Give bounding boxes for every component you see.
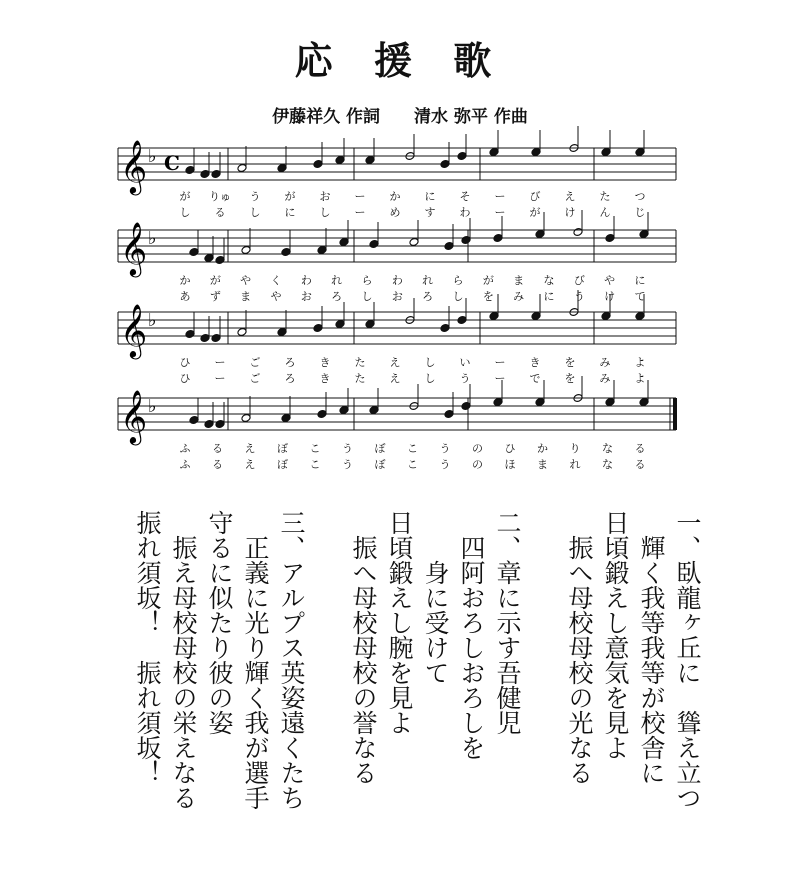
lyric-syllable: り <box>569 442 581 455</box>
key-flat: ♭ <box>148 396 157 417</box>
lyric-syllable: ず <box>209 290 221 303</box>
lyric-syllable: や <box>270 290 282 303</box>
lyric-syllable: ま <box>240 290 252 303</box>
lyric-syllable: う <box>573 290 585 303</box>
lyric-syllable: が <box>209 274 221 287</box>
lyric-syllable: え <box>564 190 576 203</box>
lyric-syllable: け <box>604 290 616 303</box>
lyric-syllable: を <box>564 372 576 385</box>
lyric-syllable: こ <box>309 458 321 471</box>
lyric-syllable: の <box>472 458 483 471</box>
lyric-syllable: き <box>529 356 541 369</box>
lyric-syllable: し <box>249 206 261 219</box>
lyric-syllable: が <box>529 206 541 219</box>
lyric-syllable: ぼ <box>277 442 288 455</box>
lyric-syllable: う <box>342 442 353 455</box>
lyric-syllable: れ <box>331 274 343 287</box>
lyric-syllable: ろ <box>422 290 434 303</box>
lyric-syllable: わ <box>459 206 471 219</box>
lyric-syllable: ー <box>494 356 506 369</box>
lyric-syllable: ご <box>249 372 261 385</box>
lyric-syllable: え <box>244 442 256 455</box>
lyric-syllable: た <box>354 372 366 385</box>
lyric-syllable: ん <box>599 206 611 219</box>
lyric-syllable: い <box>459 356 471 369</box>
lyric-syllable: りゅ <box>209 190 231 203</box>
lyric-syllable: な <box>543 274 555 287</box>
lyric-syllable: う <box>439 458 451 471</box>
lyric-row <box>0 204 800 218</box>
lyric-syllable: ら <box>452 274 464 287</box>
verse-line: 輝く我等我等が校舎に <box>637 510 666 785</box>
lyric-row <box>0 370 800 384</box>
lyric-syllable: つ <box>634 190 646 203</box>
lyric-row <box>0 456 800 470</box>
lyric-syllable: う <box>249 190 261 203</box>
lyric-syllable: き <box>319 372 331 385</box>
lyric-syllable: お <box>300 290 312 303</box>
lyric-syllable: ろ <box>331 290 343 303</box>
verse-line: 二、章に示す吾健児 <box>493 510 522 735</box>
key-flat: ♭ <box>148 146 157 167</box>
lyric-syllable: び <box>573 274 585 287</box>
lyric-syllable: こ <box>407 458 418 471</box>
lyric-syllable: し <box>424 372 436 385</box>
lyric-syllable: み <box>513 290 525 303</box>
lyric-syllable: ろ <box>284 372 296 385</box>
lyric-syllable: ー <box>354 206 366 219</box>
lyric-syllable: が <box>179 190 191 203</box>
lyric-syllable: う <box>459 372 471 385</box>
verse-line: 守るに似たり彼の姿 <box>205 510 234 735</box>
lyric-syllable: か <box>179 274 191 287</box>
lyric-syllable: や <box>240 274 252 287</box>
lyric-syllable: め <box>389 206 401 219</box>
lyric-row <box>0 188 800 202</box>
lyric-syllable: ー <box>214 356 226 369</box>
lyric-syllable: わ <box>300 274 312 287</box>
lyric-syllable: く <box>270 274 282 287</box>
lyric-syllable: そ <box>459 190 471 203</box>
song-title: 応 援 歌 <box>294 38 506 83</box>
verse-line: 三、アルプス英姿遠くたち <box>277 510 306 810</box>
verse-line: 四阿おろしおろしを <box>457 510 486 760</box>
verse-line: 身に受けて <box>421 510 450 685</box>
lyric-row <box>0 440 800 454</box>
lyric-syllable: れ <box>422 274 434 287</box>
lyric-syllable: る <box>634 442 646 455</box>
lyric-syllable: ひ <box>179 372 191 385</box>
key-flat: ♭ <box>148 310 157 331</box>
lyric-syllable: う <box>342 458 353 471</box>
lyric-syllable: ぼ <box>374 442 386 455</box>
lyric-syllable: ま <box>513 274 525 287</box>
lyric-syllable: る <box>214 206 226 219</box>
lyric-syllable: み <box>599 372 611 385</box>
verse-line: 正義に光り輝く我が選手 <box>241 510 270 810</box>
lyric-syllable: お <box>391 290 403 303</box>
lyric-syllable: よ <box>634 372 646 385</box>
lyric-syllable: に <box>284 206 296 219</box>
lyric-syllable: た <box>354 356 366 369</box>
lyric-syllable: し <box>179 206 191 219</box>
verses-block <box>129 510 705 880</box>
lyric-syllable: や <box>604 274 616 287</box>
treble-clef: 𝄞 <box>120 221 148 275</box>
lyric-syllable: ー <box>494 206 506 219</box>
lyric-syllable: ほ <box>504 458 516 471</box>
lyric-syllable: お <box>319 190 331 203</box>
treble-clef: 𝄞 <box>120 303 148 357</box>
lyric-row <box>0 272 800 286</box>
verse-line: 日頃鍛えし意気を見よ <box>601 510 630 760</box>
treble-clef: 𝄞 <box>120 389 148 443</box>
verse-gap <box>525 510 561 880</box>
lyric-syllable: け <box>564 206 576 219</box>
lyric-syllable: ぼ <box>277 458 288 471</box>
lyric-syllable: に <box>634 274 646 287</box>
verse-line: 振へ母校母校の光なる <box>565 510 594 785</box>
treble-clef: 𝄞 <box>120 139 148 193</box>
lyric-syllable: び <box>529 190 541 203</box>
lyric-syllable: の <box>472 442 483 455</box>
lyric-syllable: を <box>564 356 576 369</box>
lyric-syllable: ぼ <box>374 458 386 471</box>
lyric-syllable: ふ <box>179 458 191 471</box>
verse-line: 一、臥龍ヶ丘に 聳え立つ <box>673 510 702 810</box>
final-barline-thick <box>673 398 677 430</box>
lyric-syllable: ふ <box>179 442 191 455</box>
lyric-syllable: え <box>244 458 256 471</box>
lyric-syllable: す <box>424 206 436 219</box>
verse-line: 振え母校母校の栄えなる <box>169 510 198 810</box>
lyric-syllable: ー <box>214 372 226 385</box>
lyric-syllable: こ <box>309 442 321 455</box>
lyric-syllable: に <box>424 190 436 203</box>
lyric-syllable: ま <box>537 458 548 471</box>
verse-line: 振へ母校母校の誉なる <box>349 510 378 785</box>
lyric-row <box>0 288 800 302</box>
lyric-syllable: ろ <box>284 356 296 369</box>
verse-gap <box>309 510 345 880</box>
lyric-syllable: る <box>212 442 223 455</box>
lyric-syllable: な <box>602 442 613 455</box>
lyric-syllable: を <box>482 290 494 303</box>
lyric-syllable: ー <box>354 190 366 203</box>
lyric-row <box>0 354 800 368</box>
lyric-syllable: え <box>389 372 401 385</box>
lyric-syllable: う <box>439 442 451 455</box>
lyric-syllable: か <box>537 442 548 455</box>
lyric-syllable: ひ <box>504 442 516 455</box>
lyric-syllable: で <box>529 372 541 385</box>
lyric-syllable: な <box>602 458 613 471</box>
verse-line: 振れ須坂！ 振れ須坂！ <box>133 510 162 785</box>
lyric-syllable: ご <box>249 356 261 369</box>
lyric-syllable: る <box>634 458 646 471</box>
lyric-syllable: ひ <box>179 356 191 369</box>
lyric-syllable: み <box>599 356 611 369</box>
lyric-syllable: れ <box>569 458 581 471</box>
lyric-syllable: わ <box>391 274 403 287</box>
lyric-syllable: じ <box>634 206 646 219</box>
lyric-syllable: に <box>543 290 555 303</box>
lyric-syllable: し <box>361 290 373 303</box>
key-flat: ♭ <box>148 228 157 249</box>
song-credits: 伊藤祥久 作詞 清水 弥平 作曲 <box>272 107 528 127</box>
lyric-syllable: て <box>634 290 646 303</box>
lyric-syllable: よ <box>634 356 646 369</box>
lyric-syllable: し <box>424 356 436 369</box>
lyric-syllable: し <box>319 206 331 219</box>
lyric-syllable: か <box>389 190 401 203</box>
lyric-syllable: え <box>389 356 401 369</box>
lyric-syllable: ー <box>494 372 506 385</box>
lyric-syllable: が <box>284 190 296 203</box>
lyric-syllable: し <box>452 290 464 303</box>
lyric-syllable: た <box>599 190 611 203</box>
lyric-syllable: あ <box>179 290 191 303</box>
time-signature: C <box>164 151 180 175</box>
lyric-syllable: る <box>212 458 223 471</box>
lyric-syllable: ら <box>361 274 373 287</box>
verse-line: 日頃鍛えし腕を見よ <box>385 510 414 735</box>
lyric-syllable: ー <box>494 190 506 203</box>
lyric-syllable: き <box>319 356 331 369</box>
lyric-syllable: が <box>482 274 494 287</box>
lyric-syllable: こ <box>407 442 418 455</box>
